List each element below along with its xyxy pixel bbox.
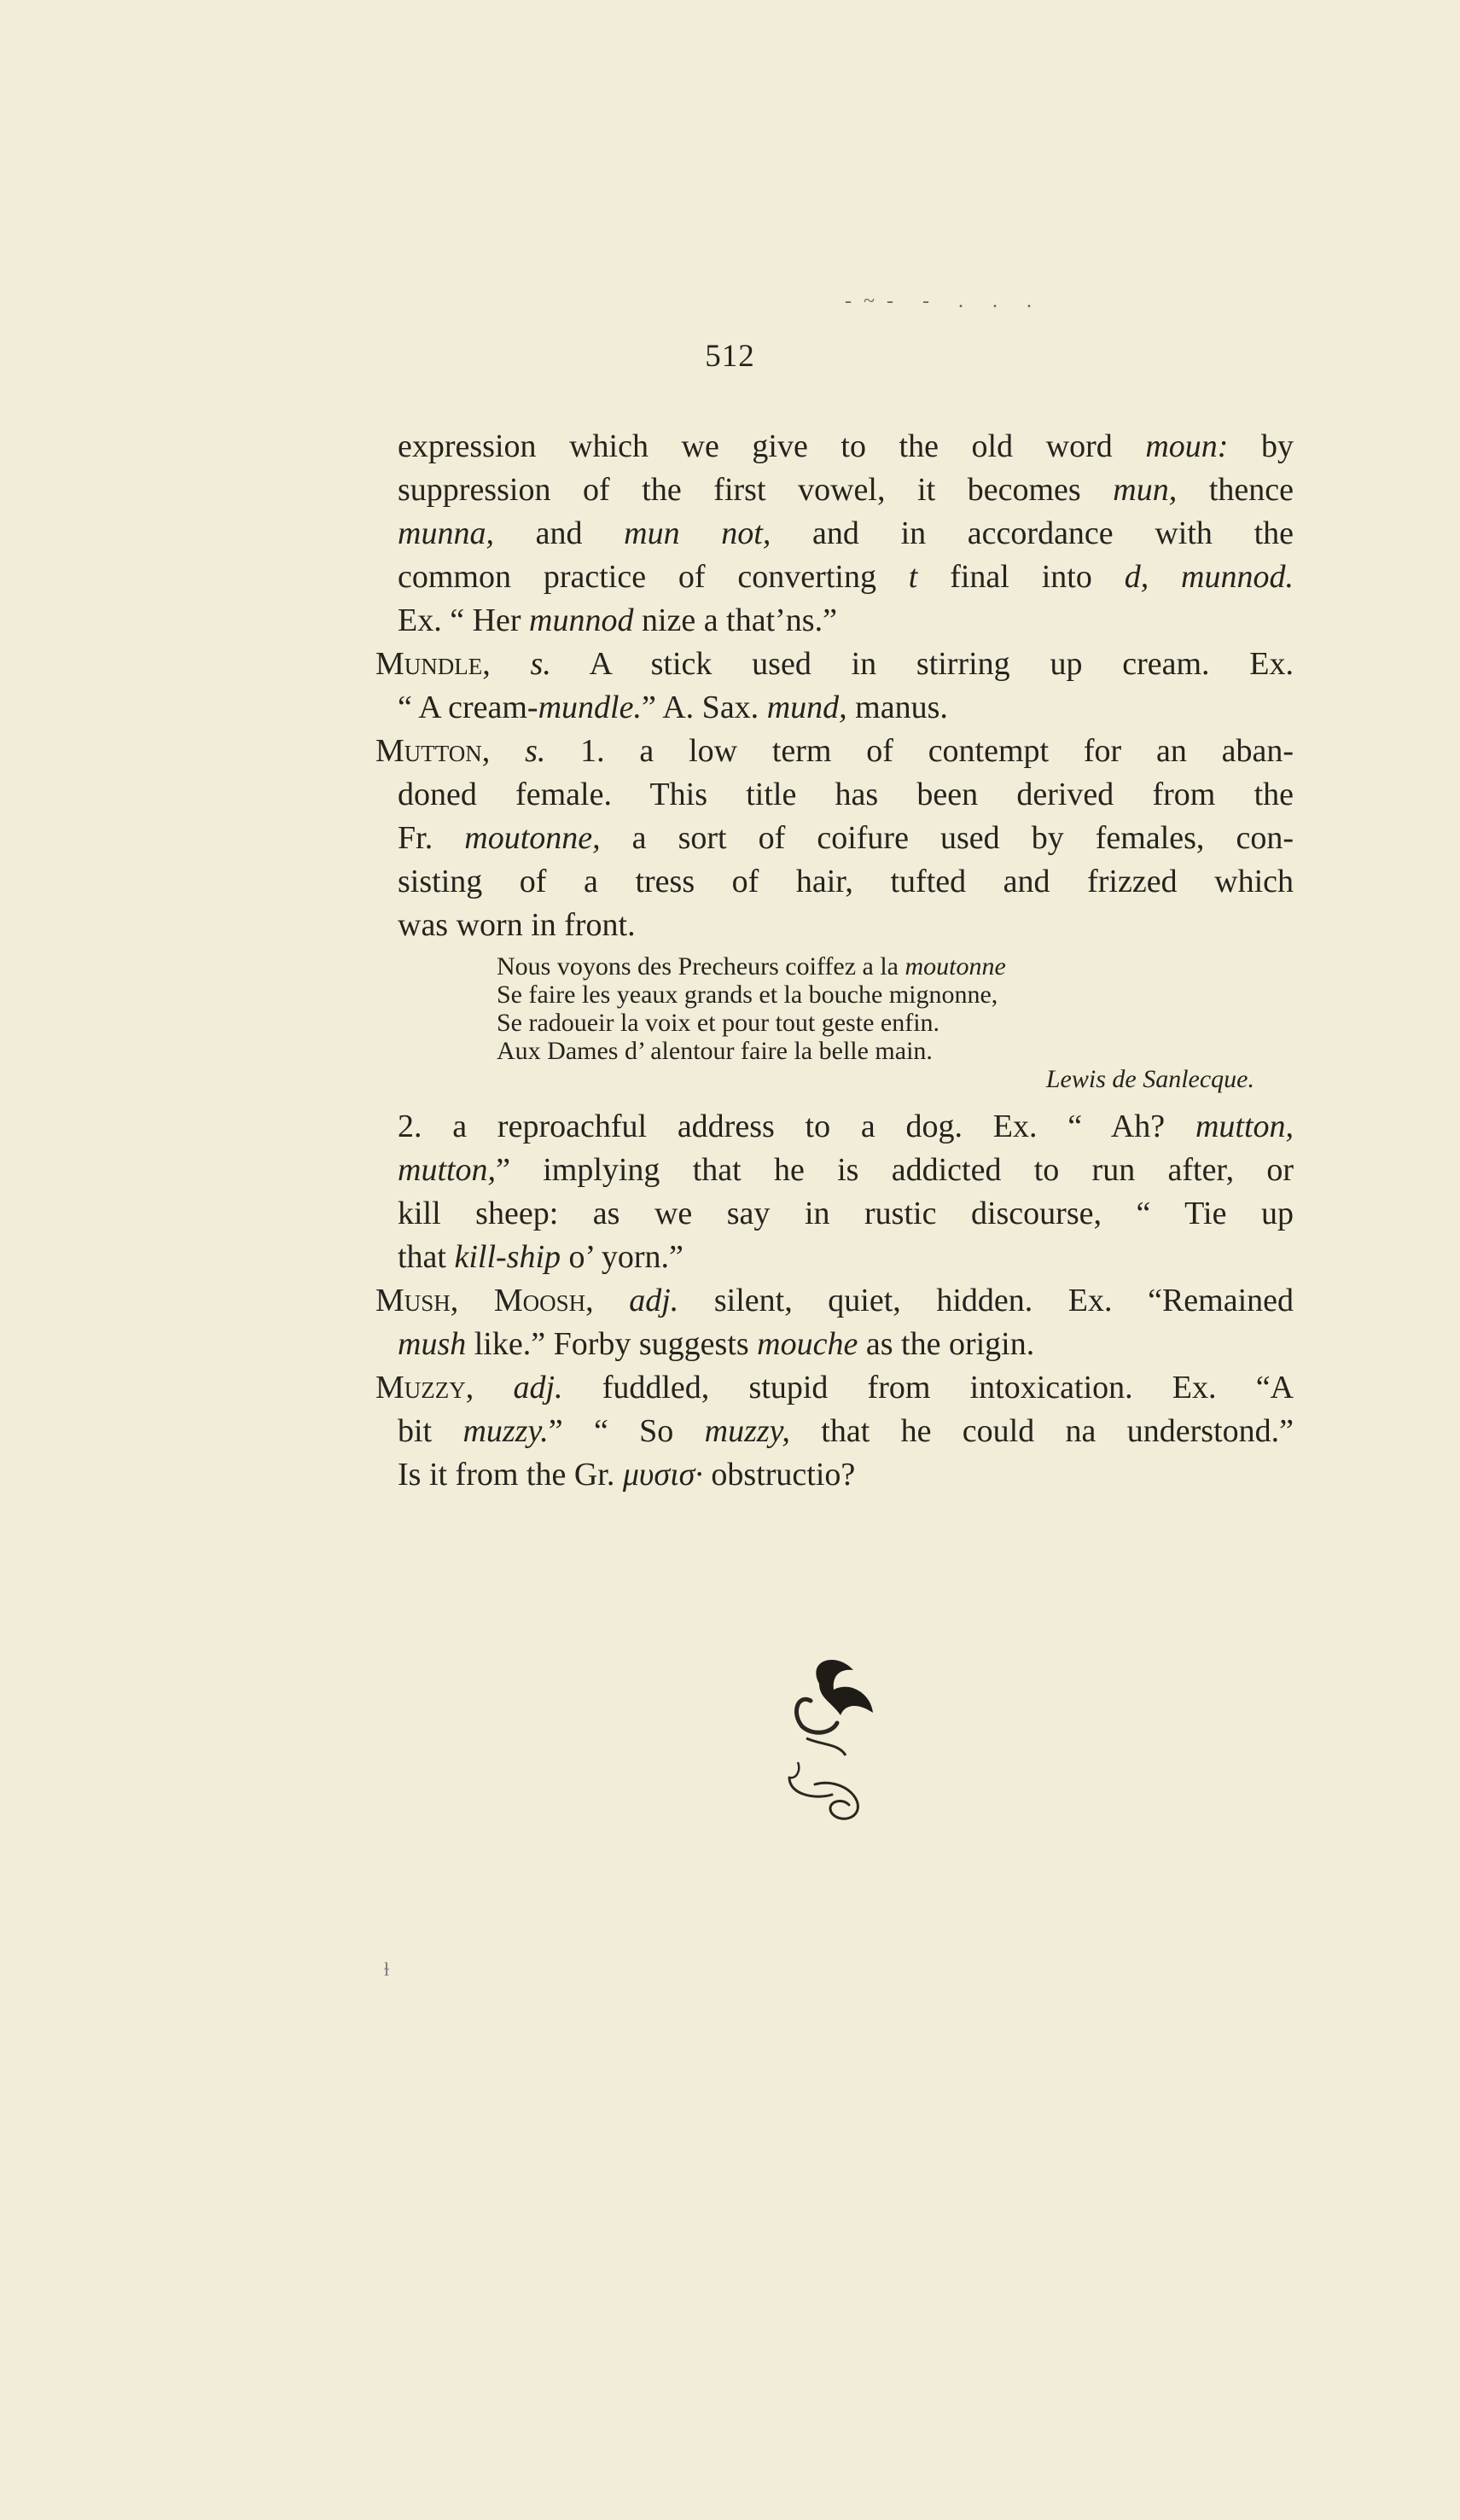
headword: Muzzy, <box>375 1370 474 1405</box>
verse-line: Nous voyons des Precheurs coiffez a la moutonne <box>497 952 1006 981</box>
margin-mark: ɫ <box>384 1958 390 1980</box>
text-line: sisting of a tress of hair, tufted and frizzed which <box>398 864 1294 899</box>
entry-mush: Mush, Moosh, adj. silent, quiet, hidden. Ex. “Remained <box>375 1283 1294 1318</box>
entry-mutton: Mutton, s. 1. a low term of contempt for an aban- <box>375 733 1294 769</box>
text-line: mutton,” implying that he is addicted to run after, or <box>398 1152 1294 1188</box>
text-line: expression which we give to the old word moun: by <box>398 428 1294 464</box>
entry-muzzy: Muzzy, adj. fuddled, stupid from intoxication. Ex. “A <box>375 1370 1294 1405</box>
text-line: kill sheep: as we say in rustic discourse, “ Tie up <box>398 1196 1294 1231</box>
entry-mundle: Mundle, s. A stick used in stirring up cream. Ex. <box>375 646 1294 682</box>
headword: Mush, Moosh, <box>375 1283 594 1318</box>
botanical-tailpiece-icon <box>772 1651 892 1839</box>
text-line: that kill-ship o’ yorn.” <box>398 1239 683 1275</box>
text-line: mush like.” Forby suggests mouche as the origin. <box>398 1326 1035 1362</box>
verse-quotation <box>497 952 1254 1093</box>
verse-line: Se radoueir la voix et pour tout geste enfin. <box>497 1009 940 1037</box>
text-line: bit muzzy.” “ So muzzy, that he could na understond.” <box>398 1413 1294 1449</box>
text-line: doned female. This title has been derived from the <box>398 777 1294 812</box>
text-line: 2. a reproachful address to a dog. Ex. “ Ah? mutton, <box>398 1109 1294 1144</box>
text-line: Ex. “ Her munnod nize a that’ns.” <box>398 602 837 638</box>
verse-line: Se faire les yeaux grands et la bouche mignonne, <box>497 981 998 1009</box>
quotation-attribution: Lewis de Sanlecque. <box>1045 1065 1254 1093</box>
dictionary-text <box>375 425 1294 1497</box>
text-line: was worn in front. <box>398 907 636 943</box>
page-number: 512 <box>705 339 755 374</box>
text-line: “ A cream-mundle.” A. Sax. mund, manus. <box>398 690 948 725</box>
text-line: munna, and mun not, and in accordance with the <box>398 515 1294 551</box>
verse-line: Aux Dames d’ alentour faire la belle main. <box>497 1037 933 1065</box>
text-line: Fr. moutonne, a sort of coifure used by females, con- <box>398 820 1294 856</box>
text-line: common practice of converting t final into d, munnod. <box>398 559 1294 595</box>
headword: Mundle, <box>375 646 491 682</box>
headword: Mutton, <box>375 733 491 769</box>
text-line: Is it from the Gr. μυσισ· obstructio? <box>398 1457 856 1493</box>
header-ornament: -~- - . . . <box>845 290 1044 312</box>
text-line: suppression of the first vowel, it becomes mun, thence <box>398 472 1294 508</box>
